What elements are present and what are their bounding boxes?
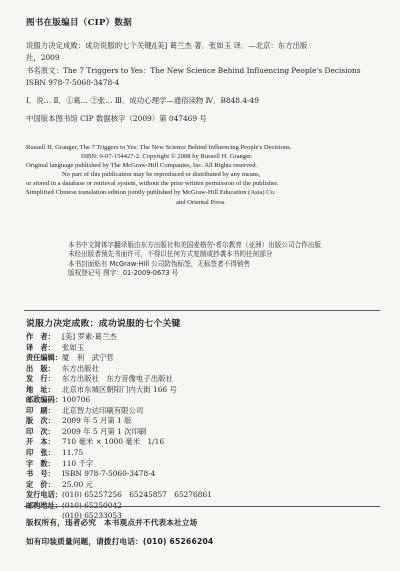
- copyright-line: No part of this publication may be reproduced or distributed by any means,: [62, 171, 261, 179]
- detail-label: 作 者：: [26, 332, 55, 341]
- detail-value: 11.75: [62, 448, 84, 458]
- detail-label: 地 址：: [26, 384, 55, 394]
- cip-line: 说服力决定成败：成功说服的七个关键/[美] 葛兰杰 著．张如玉 译．—北京：东方出版: [26, 41, 308, 50]
- detail-label: 开 本：: [26, 437, 55, 447]
- detail-value: 100706: [62, 395, 91, 405]
- detail-label: 定 价：: [26, 479, 55, 489]
- publishing-notice: [68, 241, 358, 278]
- detail-label: 邮政编码：: [26, 395, 62, 405]
- detail-row: [26, 406, 376, 417]
- detail-row: [26, 490, 376, 501]
- detail-value: 710 毫米 × 1000 毫米 1/16: [62, 437, 165, 447]
- detail-row: [26, 353, 376, 364]
- rights-notice: 版权所有，违者必究 本书观点并不代表本社立场: [26, 518, 198, 527]
- cip-heading: 图书在版编目（CIP）数据: [26, 18, 133, 28]
- divider: [24, 506, 380, 507]
- copyright-line: ISBN: 0-07-154427-2. Copyright © 2008 by Russell H. Granger.: [81, 153, 253, 161]
- detail-label: 字 数：: [26, 458, 55, 468]
- detail-value: (010) 65257256 65245857 65276861: [62, 490, 212, 500]
- detail-label: 印 次：: [26, 426, 55, 436]
- detail-row: [26, 448, 376, 459]
- copyright-line: or stored in a database or retrieval system, without the prior written permission of the publisher.: [26, 180, 279, 188]
- detail-value: ISBN 978-7-5060-3478-4: [62, 469, 156, 479]
- cip-catalog-line: 中国版本图书馆 CIP 数据核字（2009）第 047469 号: [26, 114, 207, 124]
- notice-line: 本书中文简体字翻译版由东方出版社和美国麦格劳-希尔教育（亚洲）出版公司合作出版: [68, 241, 321, 249]
- detail-row: [26, 374, 376, 385]
- copyright-line: Original language published by The McGraw-Hill Companies, Inc. All Rights reserved.: [26, 162, 258, 170]
- detail-row: [26, 395, 376, 406]
- detail-value: 2009 年 5 月第 1 版: [62, 416, 132, 426]
- detail-label: 出 版：: [26, 363, 55, 373]
- detail-row: [26, 416, 376, 427]
- detail-row: [26, 469, 376, 480]
- copyright-line: Simplified Chinese translation edition jointly published by McGraw-Hill Education (Asia) Co.: [26, 189, 276, 197]
- detail-value: 25.00 元: [62, 479, 93, 489]
- detail-value: 张如玉: [62, 342, 85, 352]
- detail-value: 110 千字: [62, 458, 94, 468]
- english-copyright-block: [26, 143, 376, 207]
- detail-value: 北京市东城区朝阳门内大街 166 号: [62, 384, 177, 394]
- cip-line: 社，2009: [26, 53, 60, 63]
- copyright-line: and Oriental Press.: [176, 198, 226, 206]
- detail-value: (010) 65233053: [62, 511, 122, 521]
- detail-label: 译 者：: [26, 342, 55, 352]
- notice-line: 本书封面贴有 McGraw-Hill 公司防伪标签，无标签者不得销售: [68, 259, 251, 268]
- detail-row: [26, 480, 376, 491]
- detail-value: 东方出版社: [62, 363, 99, 373]
- quality-contact: 如有印装质量问题，请拨打电话：(010) 65266204: [26, 537, 214, 546]
- detail-label: 书 号：: [26, 469, 55, 479]
- copyright-line: Russell H. Granger, The 7 Triggers to Yes: The New Science Behind Influencing People's Decisions.: [26, 144, 292, 151]
- detail-row: [26, 364, 376, 375]
- detail-label: 印 张：: [26, 448, 55, 458]
- detail-label: 责任编辑：: [26, 353, 62, 363]
- detail-row: [26, 427, 376, 438]
- detail-value: (010) 65250042: [62, 500, 122, 510]
- detail-label: 邮购地址：: [26, 500, 62, 510]
- detail-label: 印 刷：: [26, 405, 55, 415]
- original-title-line: 书名原文：The 7 Triggers to Yes：The New Science Behind Influencing People's Decisions: [26, 65, 361, 75]
- detail-value: 北京智力达印刷有限公司: [62, 405, 144, 415]
- book-title: 说服力决定成败：成功说服的七个关键: [26, 319, 181, 329]
- detail-value: 厦 利 武宁哲: [62, 353, 114, 363]
- detail-value: 2009 年 5 月第 1 次印刷: [62, 426, 147, 436]
- detail-label: 版 次：: [26, 416, 55, 426]
- detail-value: 东方出版社 东方音像电子出版社: [62, 374, 173, 384]
- subject-line: Ⅰ．说… Ⅱ．①葛… ②张… Ⅲ．成功心理学—通俗读物 Ⅳ．B848.4-49: [26, 96, 259, 106]
- detail-label: 发行电话：: [26, 490, 62, 500]
- footer: [26, 513, 213, 551]
- detail-row: [26, 459, 376, 470]
- detail-label: 发 行：: [26, 374, 55, 384]
- divider: [24, 310, 380, 311]
- cip-data-block: [26, 40, 378, 126]
- notice-line: 版权登记号 图字：01-2009-0673 号: [68, 268, 179, 277]
- book-details: [26, 332, 376, 522]
- detail-row: [26, 332, 376, 343]
- detail-value: [美] 罗素·葛兰杰: [62, 332, 117, 341]
- detail-row: [26, 385, 376, 396]
- isbn-line: ISBN 978-7-5060-3478-4: [26, 77, 120, 87]
- notice-line: 未经出版者预先书面许可，不得以任何方式复制或抄袭本书的任何部分: [68, 250, 273, 259]
- detail-row: [26, 343, 376, 354]
- detail-row: [26, 437, 376, 448]
